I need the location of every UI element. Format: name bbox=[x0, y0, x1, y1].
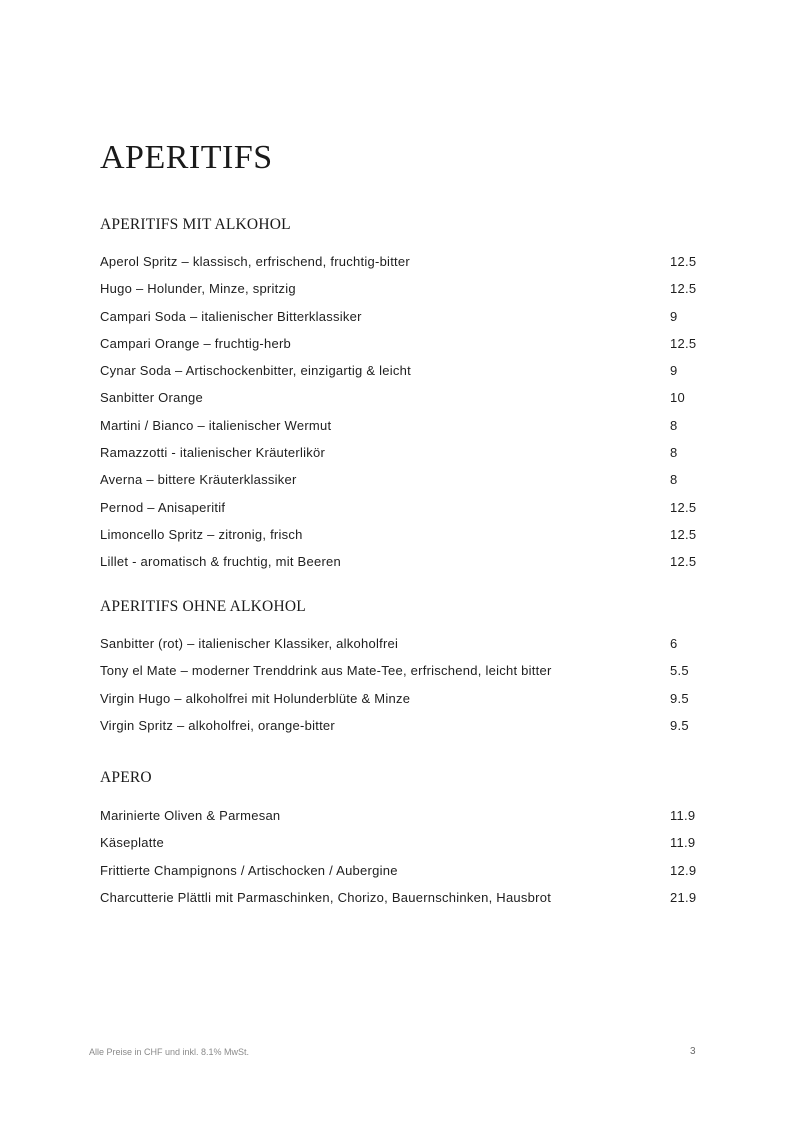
menu-item-name: Ramazzotti - italienischer Kräuterlikör bbox=[100, 445, 326, 461]
menu-item-price: 9 bbox=[670, 363, 678, 379]
menu-item bbox=[100, 309, 720, 336]
menu-item-price: 12.5 bbox=[670, 254, 697, 269]
menu-item-price: 12.5 bbox=[670, 526, 697, 542]
menu-list-aperitifs-mit-alkohol bbox=[100, 254, 720, 582]
menu-item-name: Käseplatte bbox=[100, 835, 164, 851]
menu-item bbox=[100, 691, 720, 718]
menu-item-price: 12.5 bbox=[670, 335, 697, 351]
menu-item-price: 12.5 bbox=[670, 554, 697, 570]
menu-item-price: 8 bbox=[670, 472, 678, 488]
menu-item-price: 9.5 bbox=[670, 717, 689, 733]
menu-item-price: 12.5 bbox=[670, 281, 697, 297]
menu-item-name: Campari Orange – fruchtig-herb bbox=[100, 335, 292, 351]
menu-item-price: 10 bbox=[670, 390, 685, 406]
menu-item-name: Campari Soda – italienischer Bitterklassiker bbox=[100, 308, 362, 324]
menu-item bbox=[100, 363, 720, 390]
menu-item-name: Frittierte Champignons / Artischocken / Aubergine bbox=[100, 862, 398, 878]
section-title-aperitifs-mit-alkohol: APERITIFS MIT ALKOHOL bbox=[100, 216, 291, 233]
menu-item-price: 9.5 bbox=[670, 690, 689, 706]
menu-item-name: Marinierte Oliven & Parmesan bbox=[100, 808, 281, 823]
menu-item-price: 11.9 bbox=[670, 835, 696, 851]
menu-item bbox=[100, 336, 720, 363]
menu-item bbox=[100, 663, 720, 690]
menu-item-name: Virgin Spritz – alkoholfrei, orange-bitter bbox=[100, 717, 335, 733]
menu-item-name: Virgin Hugo – alkoholfrei mit Holunderblüte & Minze bbox=[100, 690, 411, 706]
menu-item bbox=[100, 718, 720, 745]
section-title-apero: APERO bbox=[100, 769, 152, 786]
menu-item-name: Charcutterie Plättli mit Parmaschinken, Chorizo, Bauernschinken, Hausbrot bbox=[100, 889, 552, 905]
menu-item-name: Limoncello Spritz – zitronig, frisch bbox=[100, 526, 303, 542]
menu-item bbox=[100, 500, 720, 527]
menu-list-apero bbox=[100, 808, 720, 917]
menu-item-price: 8 bbox=[670, 417, 678, 433]
menu-item-price: 12.9 bbox=[670, 862, 697, 878]
menu-list-aperitifs-ohne-alkohol bbox=[100, 636, 720, 745]
menu-item-name: Martini / Bianco – italienischer Wermut bbox=[100, 417, 332, 433]
menu-item bbox=[100, 890, 720, 917]
menu-item bbox=[100, 636, 720, 663]
menu-item bbox=[100, 835, 720, 862]
page-number: 3 bbox=[690, 1046, 696, 1057]
menu-item-price: 8 bbox=[670, 445, 678, 461]
menu-item-price: 11.9 bbox=[670, 808, 696, 823]
menu-item bbox=[100, 281, 720, 308]
menu-item-price: 6 bbox=[670, 636, 678, 651]
menu-item bbox=[100, 554, 720, 581]
menu-item bbox=[100, 418, 720, 445]
menu-item-name: Aperol Spritz – klassisch, erfrischend, fruchtig-bitter bbox=[100, 254, 410, 269]
menu-item-price: 21.9 bbox=[670, 889, 697, 905]
menu-item-name: Sanbitter Orange bbox=[100, 390, 204, 406]
menu-item bbox=[100, 808, 720, 835]
menu-item-price: 5.5 bbox=[670, 663, 689, 679]
menu-item bbox=[100, 445, 720, 472]
section-title-aperitifs-ohne-alkohol: APERITIFS OHNE ALKOHOL bbox=[100, 598, 306, 615]
menu-item bbox=[100, 527, 720, 554]
menu-item-name: Averna – bittere Kräuterklassiker bbox=[100, 472, 297, 488]
menu-item-name: Lillet - aromatisch & fruchtig, mit Beeren bbox=[100, 554, 341, 570]
menu-item-name: Pernod – Anisaperitif bbox=[100, 499, 226, 515]
menu-item bbox=[100, 472, 720, 499]
menu-item-name: Sanbitter (rot) – italienischer Klassiker, alkoholfrei bbox=[100, 636, 399, 651]
menu-item-name: Hugo – Holunder, Minze, spritzig bbox=[100, 281, 296, 297]
menu-item bbox=[100, 254, 720, 281]
menu-item-name: Cynar Soda – Artischockenbitter, einzigartig & leicht bbox=[100, 363, 411, 379]
menu-item-price: 12.5 bbox=[670, 499, 697, 515]
menu-item bbox=[100, 390, 720, 417]
menu-item-name: Tony el Mate – moderner Trenddrink aus Mate-Tee, erfrischend, leicht bitter bbox=[100, 663, 552, 679]
menu-item bbox=[100, 863, 720, 890]
menu-item-price: 9 bbox=[670, 308, 678, 324]
price-note: Alle Preise in CHF und inkl. 8.1% MwSt. bbox=[89, 1047, 250, 1057]
page-title: APERITIFS bbox=[100, 139, 273, 176]
